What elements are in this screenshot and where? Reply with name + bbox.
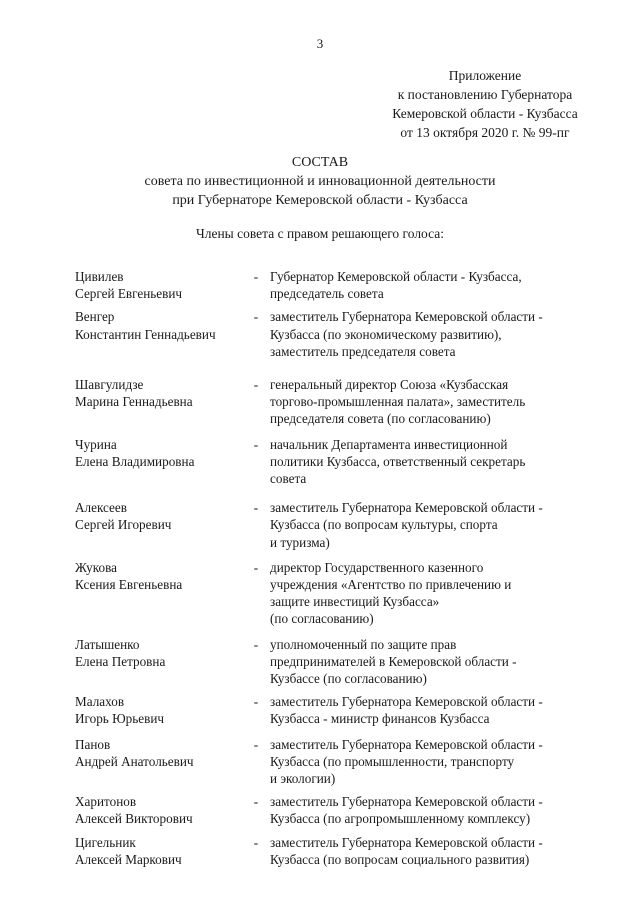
member-separator: - — [253, 377, 259, 393]
member-role-line: предпринимателей в Кемеровской области - — [270, 653, 517, 669]
member-row — [75, 308, 605, 360]
member-role-line: директор Государственного казенного — [270, 559, 484, 575]
document-title — [0, 153, 640, 210]
member-surname: Шавгулидзе — [75, 377, 144, 393]
member-row — [75, 268, 605, 302]
member-role-line: Губернатор Кемеровской области - Кузбасса, — [270, 269, 522, 284]
member-role-line: заместитель Губернатора Кемеровской области - — [270, 736, 543, 752]
member-role — [262, 268, 605, 302]
member-separator: - — [253, 736, 259, 752]
member-role-line: Кузбасса (по промышленности, транспорту — [270, 753, 515, 769]
member-given-name: Сергей Евгеньевич — [75, 286, 183, 302]
member-surname: Цивилев — [75, 269, 124, 284]
member-role — [262, 834, 605, 868]
member-role-line: уполномоченный по защите прав — [270, 636, 457, 652]
member-separator: - — [253, 500, 259, 516]
member-surname: Алексеев — [75, 500, 127, 516]
members-subtitle: Члены совета с правом решающего голоса: — [195, 226, 445, 241]
member-row — [75, 834, 605, 868]
member-given-name: Марина Геннадьевна — [75, 394, 193, 410]
appendix-line: к постановлению Губернатора — [397, 87, 573, 102]
member-row — [75, 376, 605, 428]
member-name — [75, 834, 250, 868]
member-surname: Чурина — [75, 436, 117, 452]
member-role-line: учреждения «Агентство по привлечению и — [270, 577, 512, 593]
member-role-line: и экологии) — [270, 771, 336, 787]
member-name — [75, 499, 250, 551]
member-role-line: Кузбасса (по вопросам культуры, спорта — [270, 517, 498, 533]
member-separator: - — [253, 269, 259, 284]
title-line: совета по инвестиционной и инновационной деятельности — [144, 174, 496, 189]
member-row — [75, 559, 605, 628]
member-separator: - — [253, 309, 259, 325]
member-given-name: Андрей Анатольевич — [75, 753, 194, 769]
appendix-line: Приложение — [448, 68, 522, 83]
member-role-line: торгово-промышленная палата», заместитель — [270, 394, 526, 410]
member-role — [262, 499, 605, 551]
member-surname: Цигельник — [75, 834, 136, 850]
member-name — [75, 268, 250, 302]
member-role-line: генеральный директор Союза «Кузбасская — [270, 377, 509, 393]
member-role — [262, 559, 605, 628]
member-given-name: Алексей Маркович — [75, 851, 182, 867]
member-role-line: председателя совета (по согласованию) — [270, 411, 491, 427]
member-role-line: защите инвестиций Кузбасса» — [270, 594, 440, 610]
member-row — [75, 436, 605, 488]
member-given-name: Алексей Викторович — [75, 811, 193, 827]
member-role-line: Кузбасса (по вопросам социального развития) — [270, 851, 530, 867]
appendix-line: от 13 октября 2020 г. № 99-пг — [400, 125, 570, 140]
member-role-line: заместитель Губернатора Кемеровской области - — [270, 834, 543, 850]
member-name — [75, 308, 250, 360]
title-heading: СОСТАВ — [291, 155, 349, 170]
member-surname: Жукова — [75, 559, 118, 575]
member-given-name: Сергей Игоревич — [75, 517, 172, 533]
members-list — [75, 260, 605, 868]
member-row — [75, 793, 605, 827]
member-row — [75, 499, 605, 551]
title-line: при Губернаторе Кемеровской области - Кузбасса — [172, 193, 468, 208]
member-name — [75, 793, 250, 827]
member-name — [75, 436, 250, 488]
member-name — [75, 636, 250, 688]
member-role-line: заместитель председателя совета — [270, 343, 456, 359]
member-name — [75, 736, 250, 788]
member-role-line: Кузбасса (по экономическому развитию), — [270, 326, 502, 342]
member-role-line: начальник Департамента инвестиционной — [270, 436, 508, 452]
member-surname: Малахов — [75, 694, 125, 710]
member-separator: - — [253, 436, 259, 452]
member-name — [75, 559, 250, 628]
member-role-line: председатель совета — [270, 286, 384, 302]
member-role-line: Кузбасса - министр финансов Кузбасса — [270, 711, 490, 727]
member-given-name: Константин Геннадьевич — [75, 326, 216, 342]
member-separator: - — [253, 694, 259, 710]
member-role-line: и туризма) — [270, 534, 330, 550]
member-given-name: Елена Владимировна — [75, 453, 195, 469]
member-row — [75, 636, 605, 688]
member-given-name: Игорь Юрьевич — [75, 711, 165, 727]
member-role — [262, 308, 605, 360]
member-surname: Панов — [75, 736, 111, 752]
member-surname: Харитонов — [75, 794, 137, 810]
member-role — [262, 376, 605, 428]
member-role — [262, 736, 605, 788]
member-separator: - — [253, 559, 259, 575]
member-role — [262, 636, 605, 688]
member-role-line: (по согласованию) — [270, 611, 374, 627]
member-surname: Латышенко — [75, 636, 140, 652]
member-surname: Венгер — [75, 309, 115, 325]
appendix-block — [360, 66, 610, 142]
member-role-line: заместитель Губернатора Кемеровской области - — [270, 694, 543, 710]
member-row — [75, 736, 605, 788]
member-name — [75, 376, 250, 428]
member-separator: - — [253, 794, 259, 810]
member-role-line: заместитель Губернатора Кемеровской области - — [270, 794, 543, 810]
member-role-line: политики Кузбасса, ответственный секретарь — [270, 453, 526, 469]
member-role-line: Кузбасса (по агропромышленному комплексу) — [270, 811, 531, 827]
member-role-line: Кузбассе (по согласованию) — [270, 671, 427, 687]
member-row — [75, 693, 605, 727]
member-separator: - — [253, 636, 259, 652]
member-role — [262, 693, 605, 727]
member-name — [75, 693, 250, 727]
member-role — [262, 436, 605, 488]
appendix-line: Кемеровской области - Кузбасса — [392, 106, 578, 121]
member-role-line: заместитель Губернатора Кемеровской области - — [270, 500, 543, 516]
page-number: 3 — [316, 36, 324, 51]
member-role — [262, 793, 605, 827]
member-role-line: совета — [270, 471, 307, 487]
member-given-name: Елена Петровна — [75, 653, 166, 669]
member-given-name: Ксения Евгеньевна — [75, 577, 183, 593]
member-role-line: заместитель Губернатора Кемеровской области - — [270, 309, 543, 325]
member-separator: - — [253, 834, 259, 850]
